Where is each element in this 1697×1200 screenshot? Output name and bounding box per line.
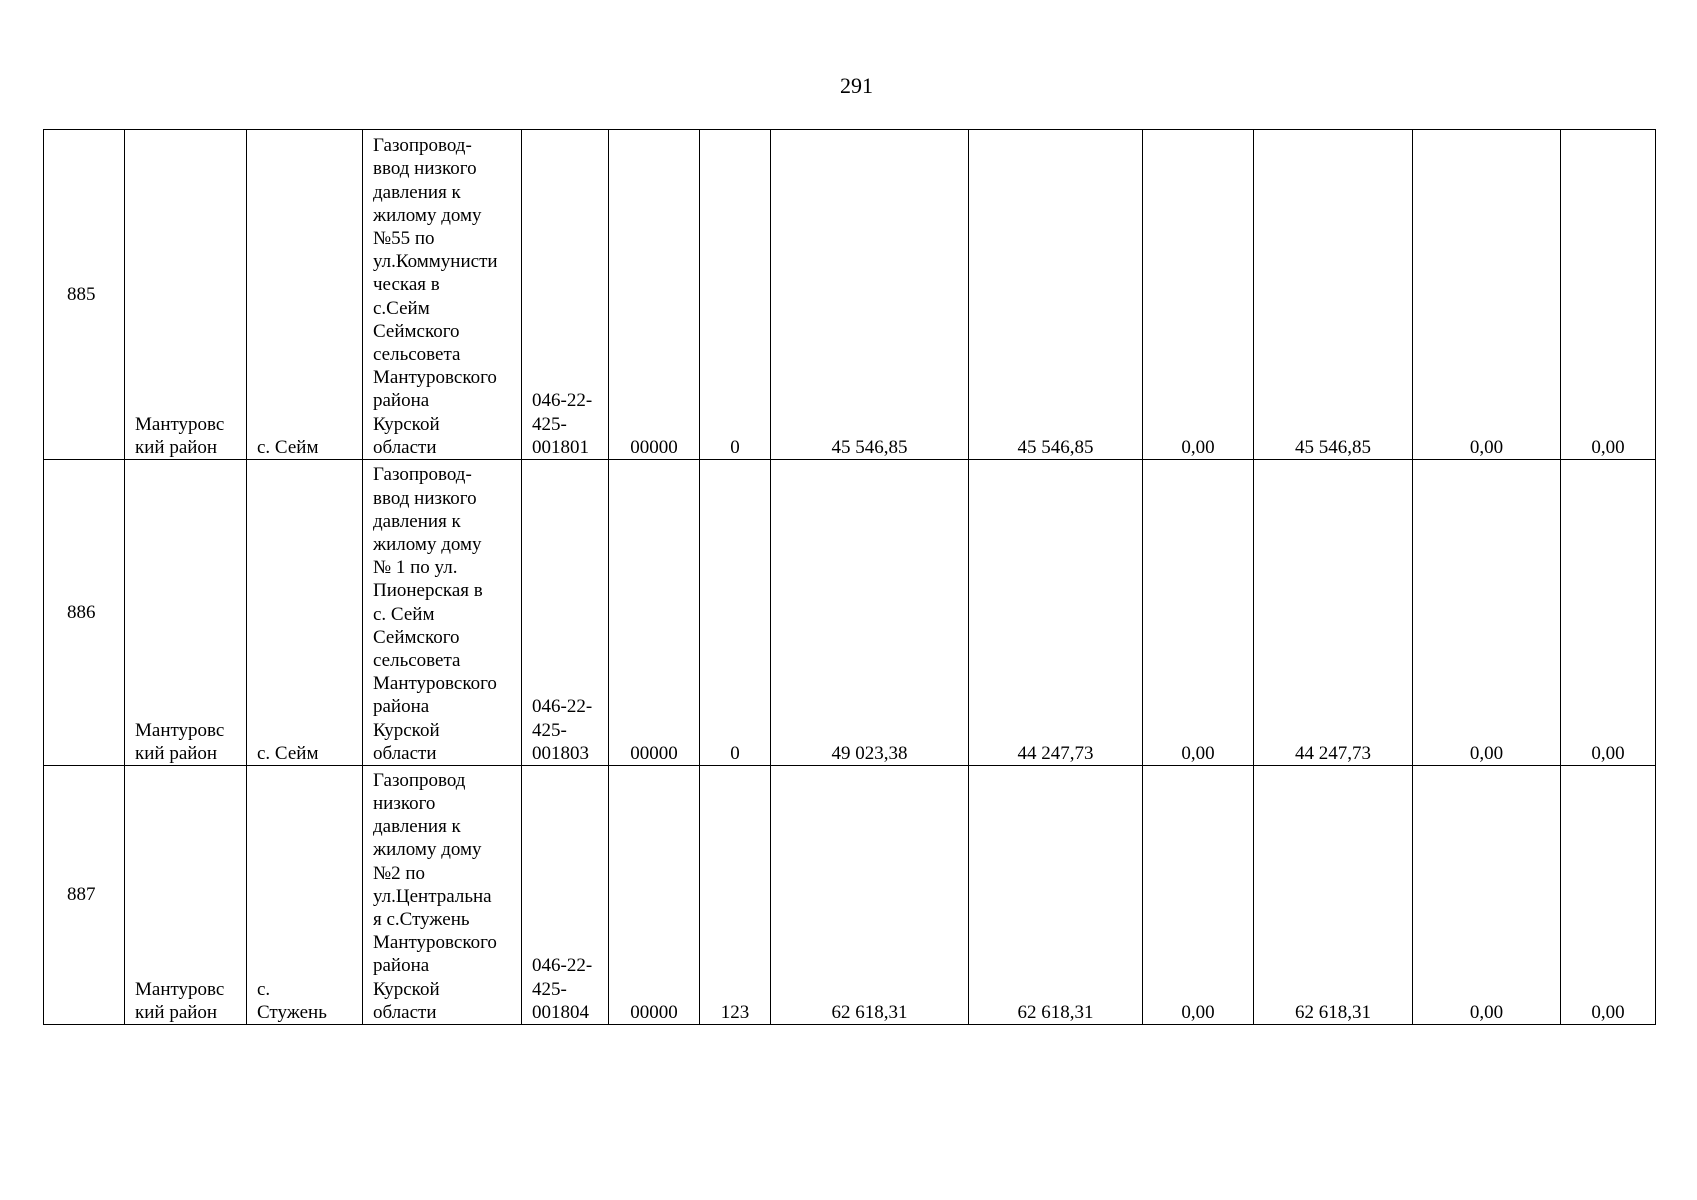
district-cell: Мантуровс кий район (125, 460, 247, 766)
value-cell-5: 0,00 (1413, 460, 1561, 766)
settlement-cell: с. Сейм (247, 460, 363, 766)
settlement-cell: с. Сейм (247, 130, 363, 460)
value-cell-4: 62 618,31 (1254, 766, 1413, 1025)
registry-table (43, 129, 1656, 1025)
value-cell-1: 62 618,31 (771, 766, 969, 1025)
row-number: 885 (44, 130, 125, 460)
value-cell-4: 45 546,85 (1254, 130, 1413, 460)
value-cell-3: 0,00 (1143, 766, 1254, 1025)
value-cell-4: 44 247,73 (1254, 460, 1413, 766)
description-cell: Газопровод низкого давления к жилому дому №2 по ул.Центральна я с.Стужень Мантуровского района Курской области (363, 766, 522, 1025)
cadastral-number-cell: 046-22- 425- 001804 (522, 766, 609, 1025)
value-cell-3: 0,00 (1143, 460, 1254, 766)
page-number: 291 (840, 73, 873, 98)
value-cell-2: 62 618,31 (969, 766, 1143, 1025)
settlement-cell: с. Стужень (247, 766, 363, 1025)
table-row (44, 766, 1656, 1025)
table-row (44, 130, 1656, 460)
district-cell: Мантуровс кий район (125, 130, 247, 460)
district-cell: Мантуровс кий район (125, 766, 247, 1025)
value-cell-3: 0,00 (1143, 130, 1254, 460)
cadastral-number-cell: 046-22- 425- 001801 (522, 130, 609, 460)
row-number: 886 (44, 460, 125, 766)
quantity-cell: 123 (700, 766, 771, 1025)
value-cell-2: 44 247,73 (969, 460, 1143, 766)
code-cell: 00000 (609, 130, 700, 460)
table-row (44, 460, 1656, 766)
code-cell: 00000 (609, 460, 700, 766)
value-cell-6: 0,00 (1561, 766, 1656, 1025)
value-cell-6: 0,00 (1561, 130, 1656, 460)
quantity-cell: 0 (700, 460, 771, 766)
value-cell-1: 45 546,85 (771, 130, 969, 460)
value-cell-6: 0,00 (1561, 460, 1656, 766)
row-number: 887 (44, 766, 125, 1025)
value-cell-1: 49 023,38 (771, 460, 969, 766)
description-cell: Газопровод- ввод низкого давления к жилому дому № 1 по ул. Пионерская в с. Сейм Сеймского сельсовета Мантуровского района Курской области (363, 460, 522, 766)
value-cell-5: 0,00 (1413, 130, 1561, 460)
value-cell-2: 45 546,85 (969, 130, 1143, 460)
code-cell: 00000 (609, 766, 700, 1025)
description-cell: Газопровод- ввод низкого давления к жилому дому №55 по ул.Коммунисти ческая в с.Сейм Сеймского сельсовета Мантуровского района Курской области (363, 130, 522, 460)
value-cell-5: 0,00 (1413, 766, 1561, 1025)
quantity-cell: 0 (700, 130, 771, 460)
cadastral-number-cell: 046-22- 425- 001803 (522, 460, 609, 766)
